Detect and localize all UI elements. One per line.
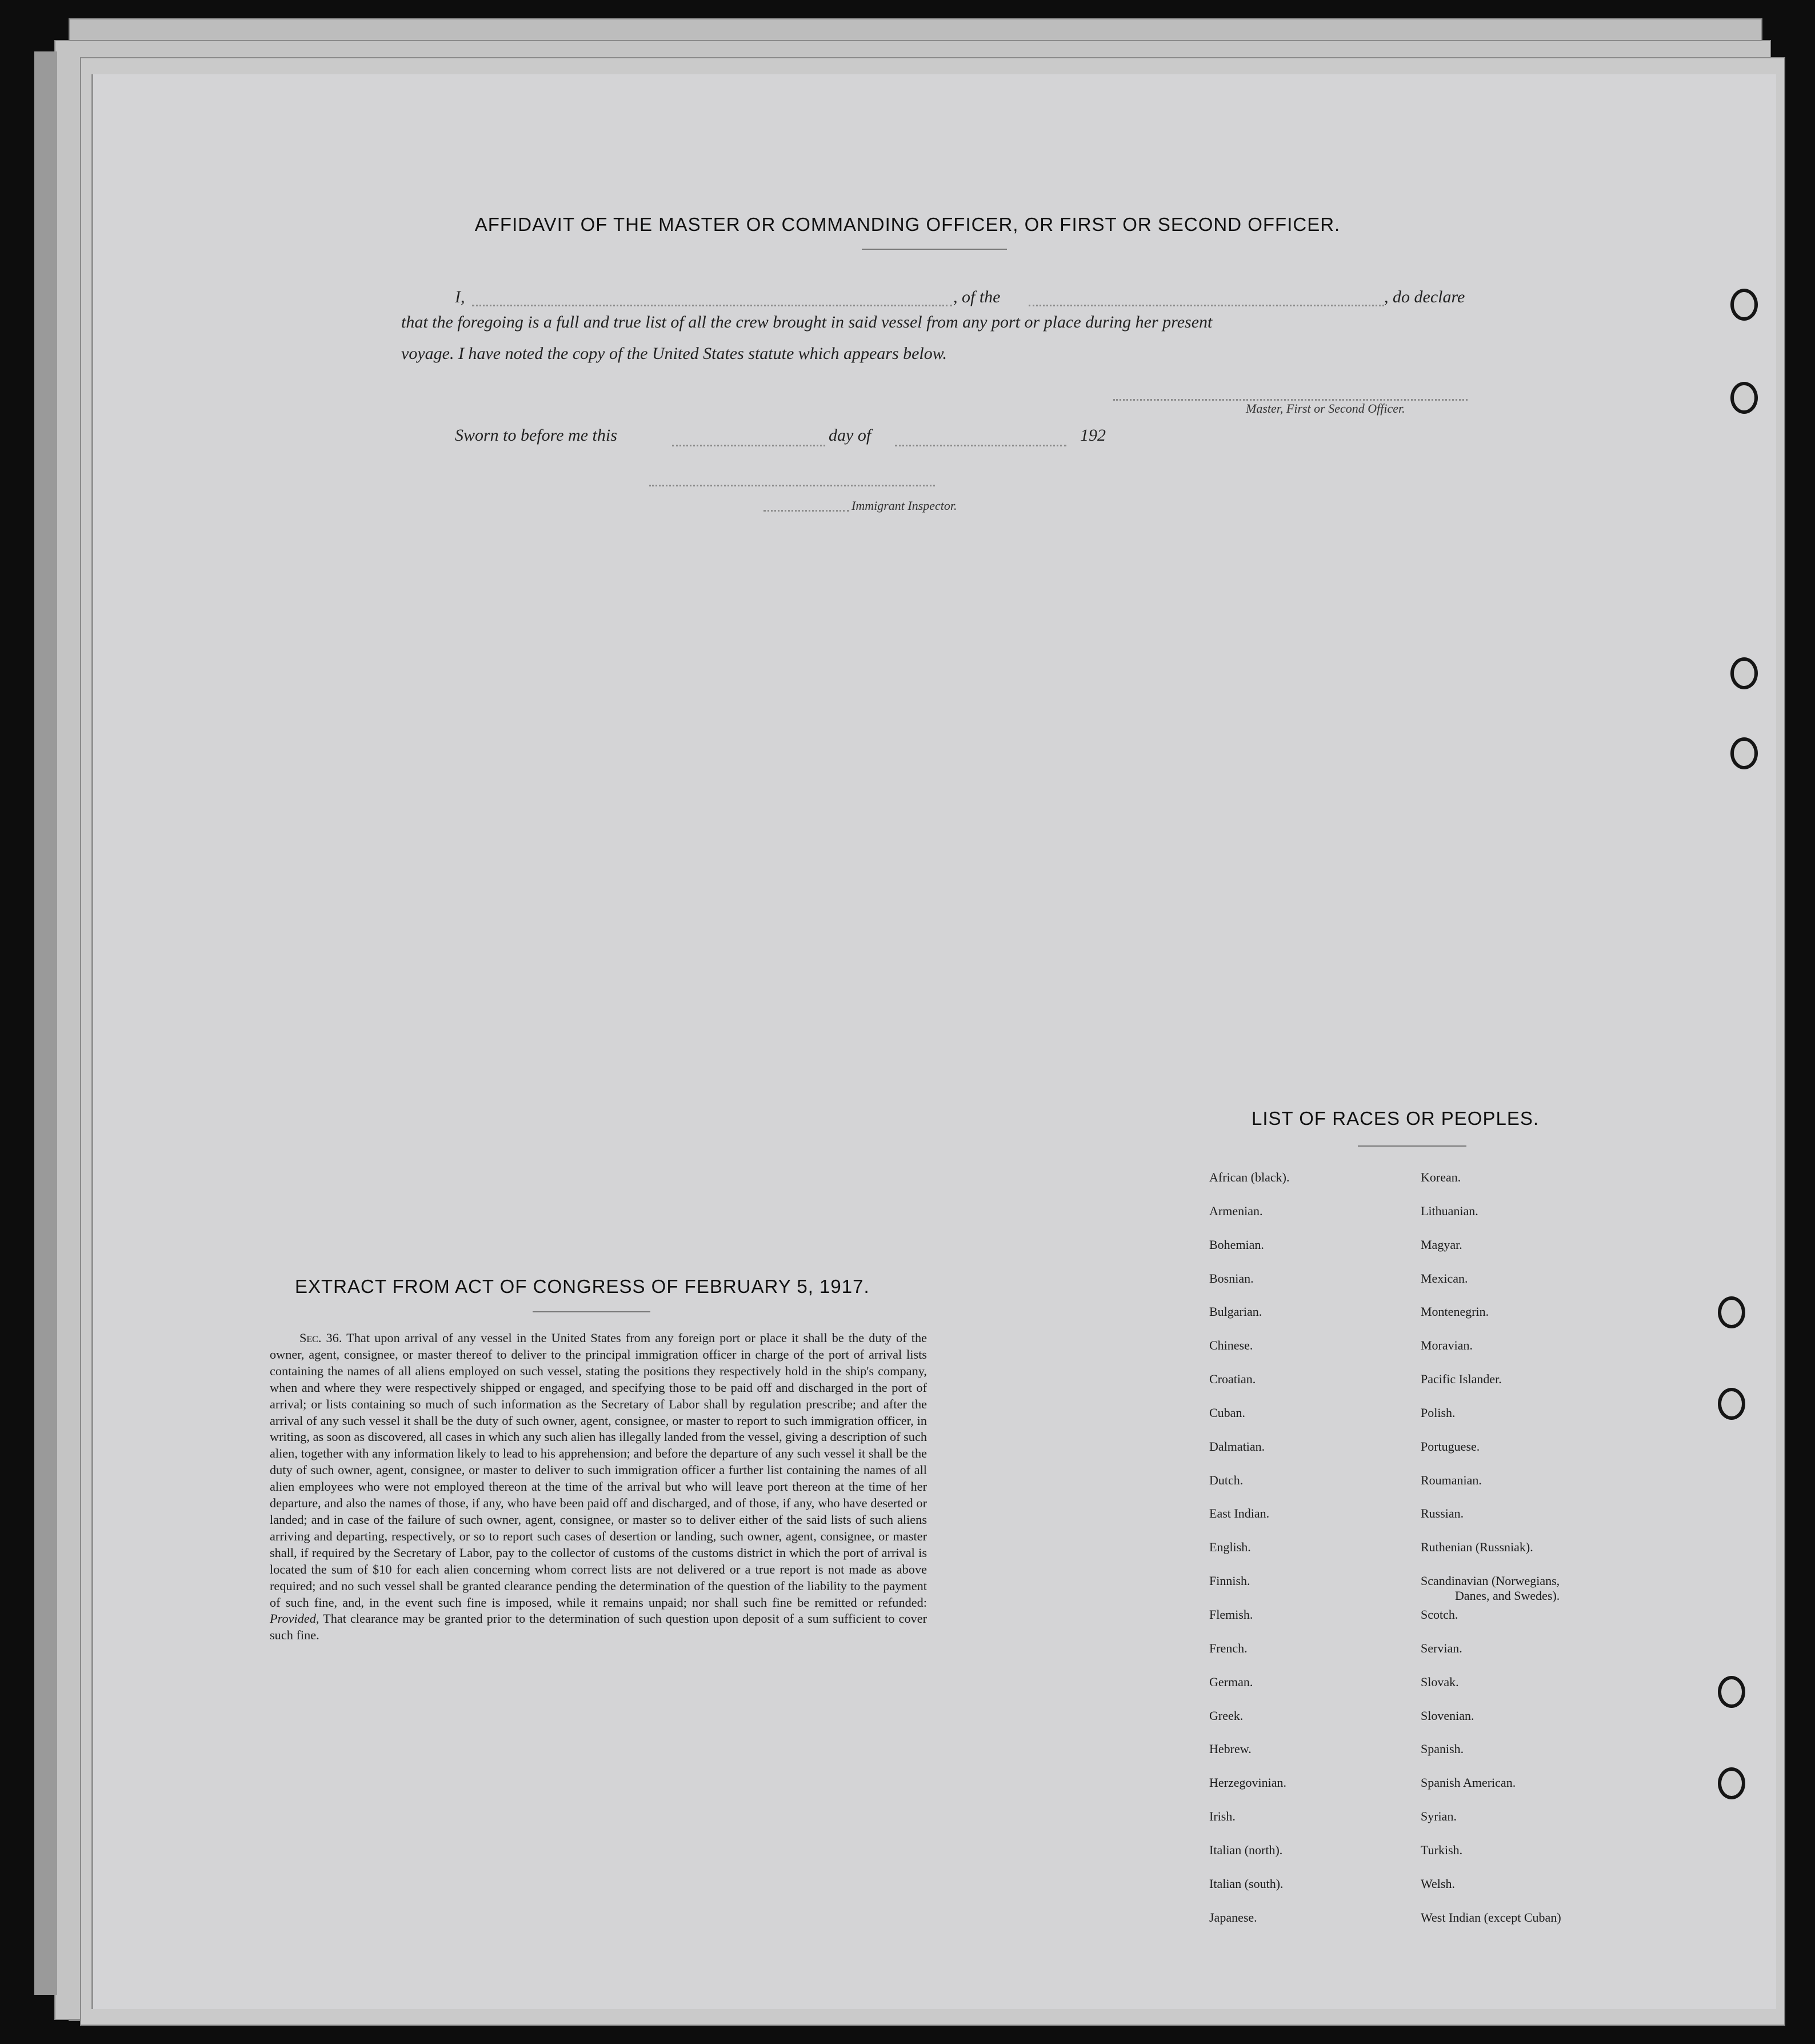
binder-hole	[1730, 737, 1758, 769]
races-title-rule	[1358, 1145, 1466, 1147]
race-item: Greek.	[1209, 1708, 1244, 1723]
sworn-month-field[interactable]	[895, 445, 1066, 446]
race-item: Roumanian.	[1421, 1472, 1482, 1487]
race-item: Korean.	[1421, 1170, 1461, 1184]
race-item: Scotch.	[1421, 1607, 1458, 1622]
officer-signature-field[interactable]	[1113, 399, 1468, 401]
race-item: French.	[1209, 1640, 1248, 1655]
race-item: Italian (south).	[1209, 1876, 1284, 1891]
sworn-day-field[interactable]	[672, 445, 825, 446]
statute-text	[270, 1330, 927, 1644]
sworn-day-of: day of	[829, 426, 871, 445]
binder-hole	[1730, 289, 1758, 321]
race-item: East Indian.	[1209, 1506, 1270, 1521]
race-item: Armenian.	[1209, 1203, 1263, 1218]
declaration-of-the: , of the	[953, 288, 1001, 306]
race-item: Polish.	[1421, 1405, 1456, 1420]
race-item: German.	[1209, 1674, 1253, 1689]
title-rule	[862, 249, 1007, 250]
race-item: Portuguese.	[1421, 1439, 1480, 1454]
binder-hole	[1718, 1676, 1745, 1708]
race-item: Welsh.	[1421, 1876, 1455, 1891]
race-item: Herzegovinian.	[1209, 1775, 1286, 1790]
statute-proviso: That clearance may be granted prior to the determination of such question upon deposit of a sum sufficient to cover such fine.	[270, 1611, 928, 1643]
race-item: African (black).	[1209, 1170, 1290, 1184]
affidavit-title: AFFIDAVIT OF THE MASTER OR COMMANDING OFFICER, OR FIRST OR SECOND OFFICER.	[474, 214, 1341, 235]
declaration-i: I,	[455, 288, 465, 306]
race-item: West Indian (except Cuban)	[1421, 1910, 1561, 1925]
race-item: Dutch.	[1209, 1472, 1244, 1487]
vessel-name-field[interactable]	[1029, 305, 1384, 306]
race-item: Ruthenian (Russniak).	[1421, 1540, 1533, 1555]
race-item: Hebrew.	[1209, 1742, 1252, 1756]
race-item: Japanese.	[1209, 1910, 1257, 1925]
race-item: Dalmatian.	[1209, 1439, 1265, 1454]
declaration-line-3: voyage. I have noted the copy of the United States statute which appears below.	[401, 344, 948, 363]
race-item: Russian.	[1421, 1506, 1464, 1521]
race-item: Cuban.	[1209, 1405, 1245, 1420]
page-edge	[34, 51, 57, 1995]
race-item: Irish.	[1209, 1809, 1236, 1824]
race-item: Bulgarian.	[1209, 1304, 1262, 1319]
declaration-line-2: that the foregoing is a full and true list of all the crew brought in said vessel from any port or place during her present	[401, 313, 1213, 332]
race-item: Flemish.	[1209, 1607, 1253, 1622]
race-item: Servian.	[1421, 1640, 1462, 1655]
binder-hole	[1730, 382, 1758, 414]
race-item: Finnish.	[1209, 1574, 1250, 1588]
race-item: Croatian.	[1209, 1372, 1256, 1387]
declarant-name-field[interactable]	[472, 305, 952, 306]
provided-word: Provided,	[270, 1611, 319, 1626]
race-item: Scandinavian (Norwegians, Danes, and Swedes).	[1421, 1574, 1560, 1603]
inspector-rule	[763, 510, 849, 512]
inspector-caption: Immigrant Inspector.	[851, 498, 957, 513]
race-item: Bosnian.	[1209, 1271, 1254, 1286]
race-item: Spanish.	[1421, 1742, 1464, 1756]
race-item: Spanish American.	[1421, 1775, 1516, 1790]
race-item: Syrian.	[1421, 1809, 1457, 1824]
race-item: English.	[1209, 1540, 1251, 1555]
declaration-do-declare: , do declare	[1384, 288, 1465, 306]
race-item: Lithuanian.	[1421, 1203, 1478, 1218]
races-right-column	[1421, 1170, 1561, 1943]
section-label: Sec. 36.	[299, 1331, 342, 1345]
binder-hole	[1730, 657, 1758, 689]
statute-body: That upon arrival of any vessel in the United States from any foreign port or place it shall be the duty of the owner, agent, consignee, or master thereof to deliver to the principal immigration officer in charge of the port of arrival lists containing the names of all aliens employed on such vessel, stating the positions they respectively hold in the ship's company, when and where they were respectively shipped or engaged, and specifying those to be paid off and discharged in the port of arrival; or lists containing so much of such information as the Secretary of Labor shall by regulation prescribe; and after the arrival of any such vessel it shall be the duty of such owner, agent, consignee, or master to report to such immigration officer, in writing, as soon as discovered, all cases in which any such alien has illegally landed from the vessel, giving a description of such alien, together with any information likely to lead to his apprehension; and before the departure of any such vessel it shall be the duty of such owner, agent, consignee, or master to deliver to such immigration officer a further list containing the names of all alien employees who were not employed thereon at the time of the arrival but who will leave port thereon at the time of her departure, and also the names of those, if any, who have been paid off and discharged, and of those, if any, who have deserted or landed; and in case of the failure of such owner, agent, consignee, or master so to deliver either of the said lists of such aliens arriving and departing, respectively, or so to report such cases of desertion or landing, such owner, agent, consignee, or master shall, if required by the Secretary of Labor, pay to the collector of customs of the customs district in which the port of arrival is located the sum of $10 for each alien concerning whom correct lists are not delivered or a true report is not made as above required; and no such vessel shall be granted clearance pending the determination of the question of the liability to the payment of such fine, and, in the event such fine is imposed, while it remains unpaid; nor shall such fine be remitted or refunded:	[270, 1331, 927, 1610]
extract-title-rule	[533, 1311, 650, 1312]
sworn-year: 192	[1080, 426, 1106, 445]
races-title: LIST OF RACES OR PEOPLES.	[1252, 1108, 1540, 1129]
inspector-signature-field[interactable]	[649, 485, 935, 486]
race-item: Italian (north).	[1209, 1842, 1283, 1857]
binder-hole	[1718, 1767, 1745, 1799]
extract-title: EXTRACT FROM ACT OF CONGRESS OF FEBRUARY 5, 1917.	[295, 1276, 870, 1297]
race-item: Slovak.	[1421, 1674, 1459, 1689]
sworn-prefix: Sworn to before me this	[455, 426, 617, 445]
race-item: Chinese.	[1209, 1338, 1253, 1353]
race-item: Pacific Islander.	[1421, 1372, 1502, 1387]
race-item: Slovenian.	[1421, 1708, 1474, 1723]
race-item: Magyar.	[1421, 1237, 1462, 1252]
binder-hole	[1718, 1388, 1745, 1420]
race-item: Bohemian.	[1209, 1237, 1264, 1252]
race-item: Moravian.	[1421, 1338, 1473, 1353]
race-item: Turkish.	[1421, 1842, 1463, 1857]
race-item: Mexican.	[1421, 1271, 1468, 1286]
officer-caption: Master, First or Second Officer.	[1246, 401, 1405, 416]
race-item: Montenegrin.	[1421, 1304, 1489, 1319]
binder-hole	[1718, 1296, 1745, 1328]
races-left-column	[1209, 1170, 1289, 1943]
